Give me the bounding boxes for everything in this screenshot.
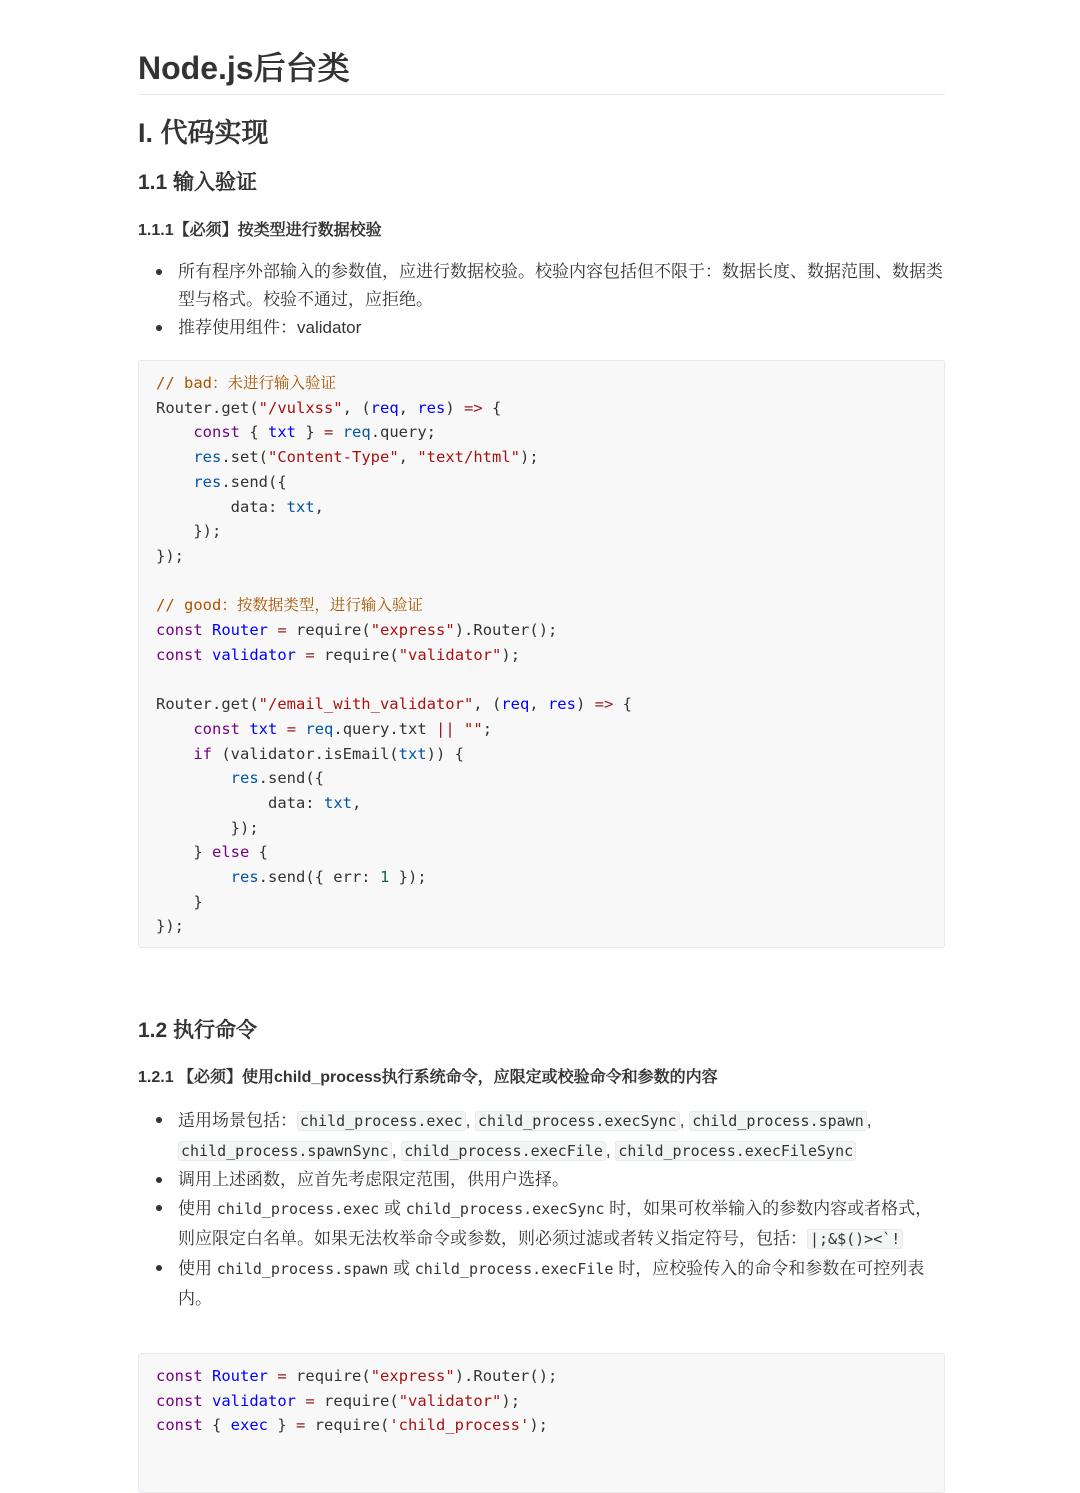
code-line <box>156 522 221 540</box>
command-rules-list <box>138 1106 945 1313</box>
code-token: req <box>305 719 334 738</box>
code-token <box>277 720 286 738</box>
rule-heading-type-validation: 1.1.1【必须】按类型进行数据校验 <box>138 222 382 239</box>
code-token: { <box>202 1416 231 1435</box>
code-line <box>156 374 336 392</box>
inline-code: child_process.execSync <box>405 1200 605 1218</box>
code-token: }); <box>156 917 184 936</box>
code-token: }); <box>156 546 184 565</box>
list-item <box>178 1194 945 1254</box>
code-token: res <box>417 398 446 417</box>
code-token: if <box>193 744 212 763</box>
code-token: , <box>398 398 418 417</box>
list-item-text: 或 <box>379 1199 406 1218</box>
subsection-heading-input-validation: 1.1 输入验证 <box>138 171 258 194</box>
separator: , <box>465 1111 471 1130</box>
list-item-text: 使用 <box>178 1199 217 1218</box>
code-token: 1 <box>379 868 390 887</box>
code-token: Router <box>212 1367 269 1385</box>
list-item: 所有程序外部输入的参数值，应进行数据校验。校验内容包括但不限于：数据长度、数据范围、数据类型与格式。校验不通过，应拒绝。 <box>178 258 945 314</box>
code-line <box>156 819 259 837</box>
code-token: "express" <box>370 1367 455 1385</box>
code-token: res <box>230 769 259 788</box>
code-token: , <box>314 497 324 516</box>
code-token: res <box>193 448 222 467</box>
code-token: Router.get( <box>156 398 259 417</box>
list-item <box>178 1254 945 1313</box>
code-token: .send({ err: <box>258 868 380 887</box>
code-token: = <box>305 1391 315 1410</box>
code-token <box>296 646 305 664</box>
code-token <box>156 745 193 763</box>
code-token: }); <box>389 868 427 887</box>
code-token: ; <box>482 719 493 738</box>
inline-code: child_process.exec <box>216 1200 380 1218</box>
code-content[interactable] <box>139 361 944 949</box>
code-token <box>156 868 231 886</box>
code-token: require( <box>286 1367 371 1385</box>
code-token <box>240 720 249 738</box>
code-token: txt <box>398 744 427 763</box>
code-token <box>156 448 193 466</box>
code-token: data: <box>156 497 287 516</box>
list-item-text: 使用 <box>178 1259 217 1278</box>
code-token: data: <box>156 793 324 812</box>
code-token: => <box>594 695 614 714</box>
code-line <box>156 448 539 466</box>
code-token: else <box>212 843 250 862</box>
code-line <box>156 1392 520 1410</box>
list-item-text: 适用场景包括： <box>178 1111 297 1130</box>
code-token: , ( <box>342 398 371 417</box>
code-line <box>156 1367 557 1385</box>
code-block-input-validation[interactable] <box>138 360 945 948</box>
title-divider <box>138 94 945 95</box>
code-token: validator <box>212 1391 297 1410</box>
code-token: req <box>342 423 371 442</box>
code-line <box>156 720 492 738</box>
code-line <box>156 399 501 417</box>
code-token: ) <box>445 398 464 417</box>
code-token: , <box>351 793 362 812</box>
code-token: const <box>156 621 203 640</box>
code-line <box>156 596 423 614</box>
code-token: res <box>193 472 222 491</box>
code-line <box>156 621 557 639</box>
code-token: validator <box>212 645 297 664</box>
code-token <box>203 1392 212 1410</box>
list-item-text: 或 <box>388 1259 415 1278</box>
page-title: Node.js后台类 <box>138 50 350 86</box>
inline-code: child_process.execFileSync <box>615 1141 856 1161</box>
inline-code: child_process.execFile <box>401 1141 606 1161</box>
code-token: const <box>193 719 240 738</box>
code-token: }); <box>156 522 222 541</box>
code-token <box>455 720 464 738</box>
inline-code: child_process.execFile <box>414 1260 614 1278</box>
code-token: Router <box>212 621 269 640</box>
code-token: // good：按数据类型，进行输入验证 <box>156 596 423 615</box>
code-token: , ( <box>473 695 502 714</box>
code-token: txt <box>286 497 315 516</box>
code-token: req <box>370 398 399 417</box>
subsection-heading-command-execution: 1.2 执行命令 <box>138 1019 258 1042</box>
code-token <box>268 621 277 639</box>
code-token: const <box>156 1416 203 1435</box>
list-item-text: 时，如果可枚举输入的参数内容或者格式，则应限定白名单。如果无法枚举命令或参数，则必须过滤或者转义指定符号，包括： <box>178 1199 933 1248</box>
list-item: 推荐使用组件：validator <box>178 314 945 342</box>
code-token <box>156 423 193 441</box>
code-line <box>156 646 520 664</box>
inline-code: child_process.execSync <box>475 1111 680 1131</box>
code-token: } <box>156 843 212 862</box>
code-token: = <box>296 1416 306 1435</box>
code-line <box>156 843 268 861</box>
code-token: = <box>277 621 287 640</box>
inline-code-special-chars: |;&$()><`! <box>807 1229 903 1249</box>
code-line <box>156 893 203 911</box>
code-token: const <box>156 1367 203 1385</box>
code-token: "text/html" <box>417 448 520 467</box>
section-heading-code-implementation: I. 代码实现 <box>138 118 269 148</box>
code-token: { <box>240 423 268 442</box>
code-token <box>156 473 193 491</box>
code-token: require( <box>314 1391 399 1410</box>
code-token: } <box>156 892 203 911</box>
code-token: , <box>398 448 418 467</box>
code-token <box>296 720 305 738</box>
code-token: = <box>305 645 315 664</box>
code-token: "/email_with_validator" <box>258 695 474 714</box>
separator: , <box>391 1141 397 1160</box>
inline-code: child_process.spawn <box>216 1260 389 1278</box>
code-token <box>268 1367 277 1385</box>
code-token: = <box>286 719 297 738</box>
code-token: .query.txt <box>333 719 437 738</box>
code-token: ); <box>519 448 539 467</box>
code-line <box>156 473 287 491</box>
list-item-text: 时，应校验传入的命令和参数在可控列表内。 <box>178 1259 925 1308</box>
code-line <box>156 769 324 787</box>
code-token: || <box>436 719 455 738</box>
code-line <box>156 498 324 516</box>
code-token: exec <box>230 1416 268 1435</box>
code-token: req <box>501 695 530 714</box>
code-token: ); <box>501 645 521 664</box>
code-token: (validator.isEmail( <box>212 744 399 763</box>
code-line <box>156 745 464 763</box>
code-token: ).Router(); <box>454 621 558 640</box>
code-token: ); <box>529 1416 548 1435</box>
code-token: // bad：未进行输入验证 <box>156 374 336 392</box>
code-token: "/vulxss" <box>258 398 343 417</box>
code-token: const <box>156 1391 203 1410</box>
code-token <box>203 1367 212 1385</box>
code-token: require( <box>305 1416 390 1435</box>
code-token: txt <box>268 423 296 442</box>
code-token <box>203 646 212 664</box>
separator: , <box>605 1141 611 1160</box>
code-token: "express" <box>370 621 455 640</box>
code-token <box>296 1392 305 1410</box>
code-token: => <box>464 398 483 417</box>
code-line <box>156 1416 548 1434</box>
code-token: .send({ <box>221 472 287 491</box>
code-token: "" <box>464 719 483 738</box>
code-line <box>156 695 632 713</box>
code-token: } <box>268 1416 296 1435</box>
code-token <box>333 423 342 441</box>
code-token: }); <box>156 818 259 837</box>
code-line <box>156 547 184 565</box>
code-line <box>156 794 361 812</box>
code-token: .set( <box>221 448 268 467</box>
rule-heading-child-process: 1.2.1 【必须】使用child_process执行系统命令，应限定或校验命令和参数的内容 <box>138 1069 718 1086</box>
code-content[interactable] <box>139 1354 944 1448</box>
code-token: txt <box>323 793 352 812</box>
inline-code: child_process.spawnSync <box>178 1141 392 1161</box>
code-token: res <box>547 695 576 714</box>
code-token: res <box>230 868 259 887</box>
code-token: ); <box>501 1391 521 1410</box>
code-token: 'child_process' <box>389 1416 530 1435</box>
code-line <box>156 917 184 935</box>
code-token: const <box>193 423 240 442</box>
code-token: txt <box>249 719 278 738</box>
code-line <box>156 868 427 886</box>
code-line <box>156 423 436 441</box>
code-token <box>156 769 231 787</box>
separator: , <box>679 1111 685 1130</box>
separator: , <box>866 1111 872 1130</box>
code-token: "validator" <box>398 1391 502 1410</box>
code-token: { <box>249 843 268 862</box>
validation-rules-list <box>138 258 945 342</box>
code-token: const <box>156 645 203 664</box>
code-token: "Content-Type" <box>268 448 399 467</box>
code-token: .query; <box>370 423 437 442</box>
code-token: .send({ <box>258 769 324 788</box>
code-token: "validator" <box>398 645 502 664</box>
code-token: } <box>296 423 324 442</box>
code-token: = <box>324 423 334 442</box>
code-token <box>203 621 212 639</box>
inline-code: child_process.spawn <box>689 1111 867 1131</box>
code-token: { <box>482 398 502 417</box>
inline-code: child_process.exec <box>297 1111 466 1131</box>
list-item <box>178 1106 945 1166</box>
code-token: )) { <box>426 744 464 763</box>
code-token: ) <box>575 695 595 714</box>
list-item: 调用上述函数，应首先考虑限定范围，供用户选择。 <box>178 1166 945 1194</box>
code-token: Router.get( <box>156 695 259 714</box>
code-token: require( <box>314 645 399 664</box>
code-block-child-process[interactable] <box>138 1353 945 1493</box>
code-token: ).Router(); <box>454 1367 558 1385</box>
code-token: , <box>529 695 548 714</box>
code-token <box>156 720 193 738</box>
code-token: { <box>613 695 632 714</box>
code-token: require( <box>286 621 371 640</box>
code-token: = <box>277 1367 287 1385</box>
